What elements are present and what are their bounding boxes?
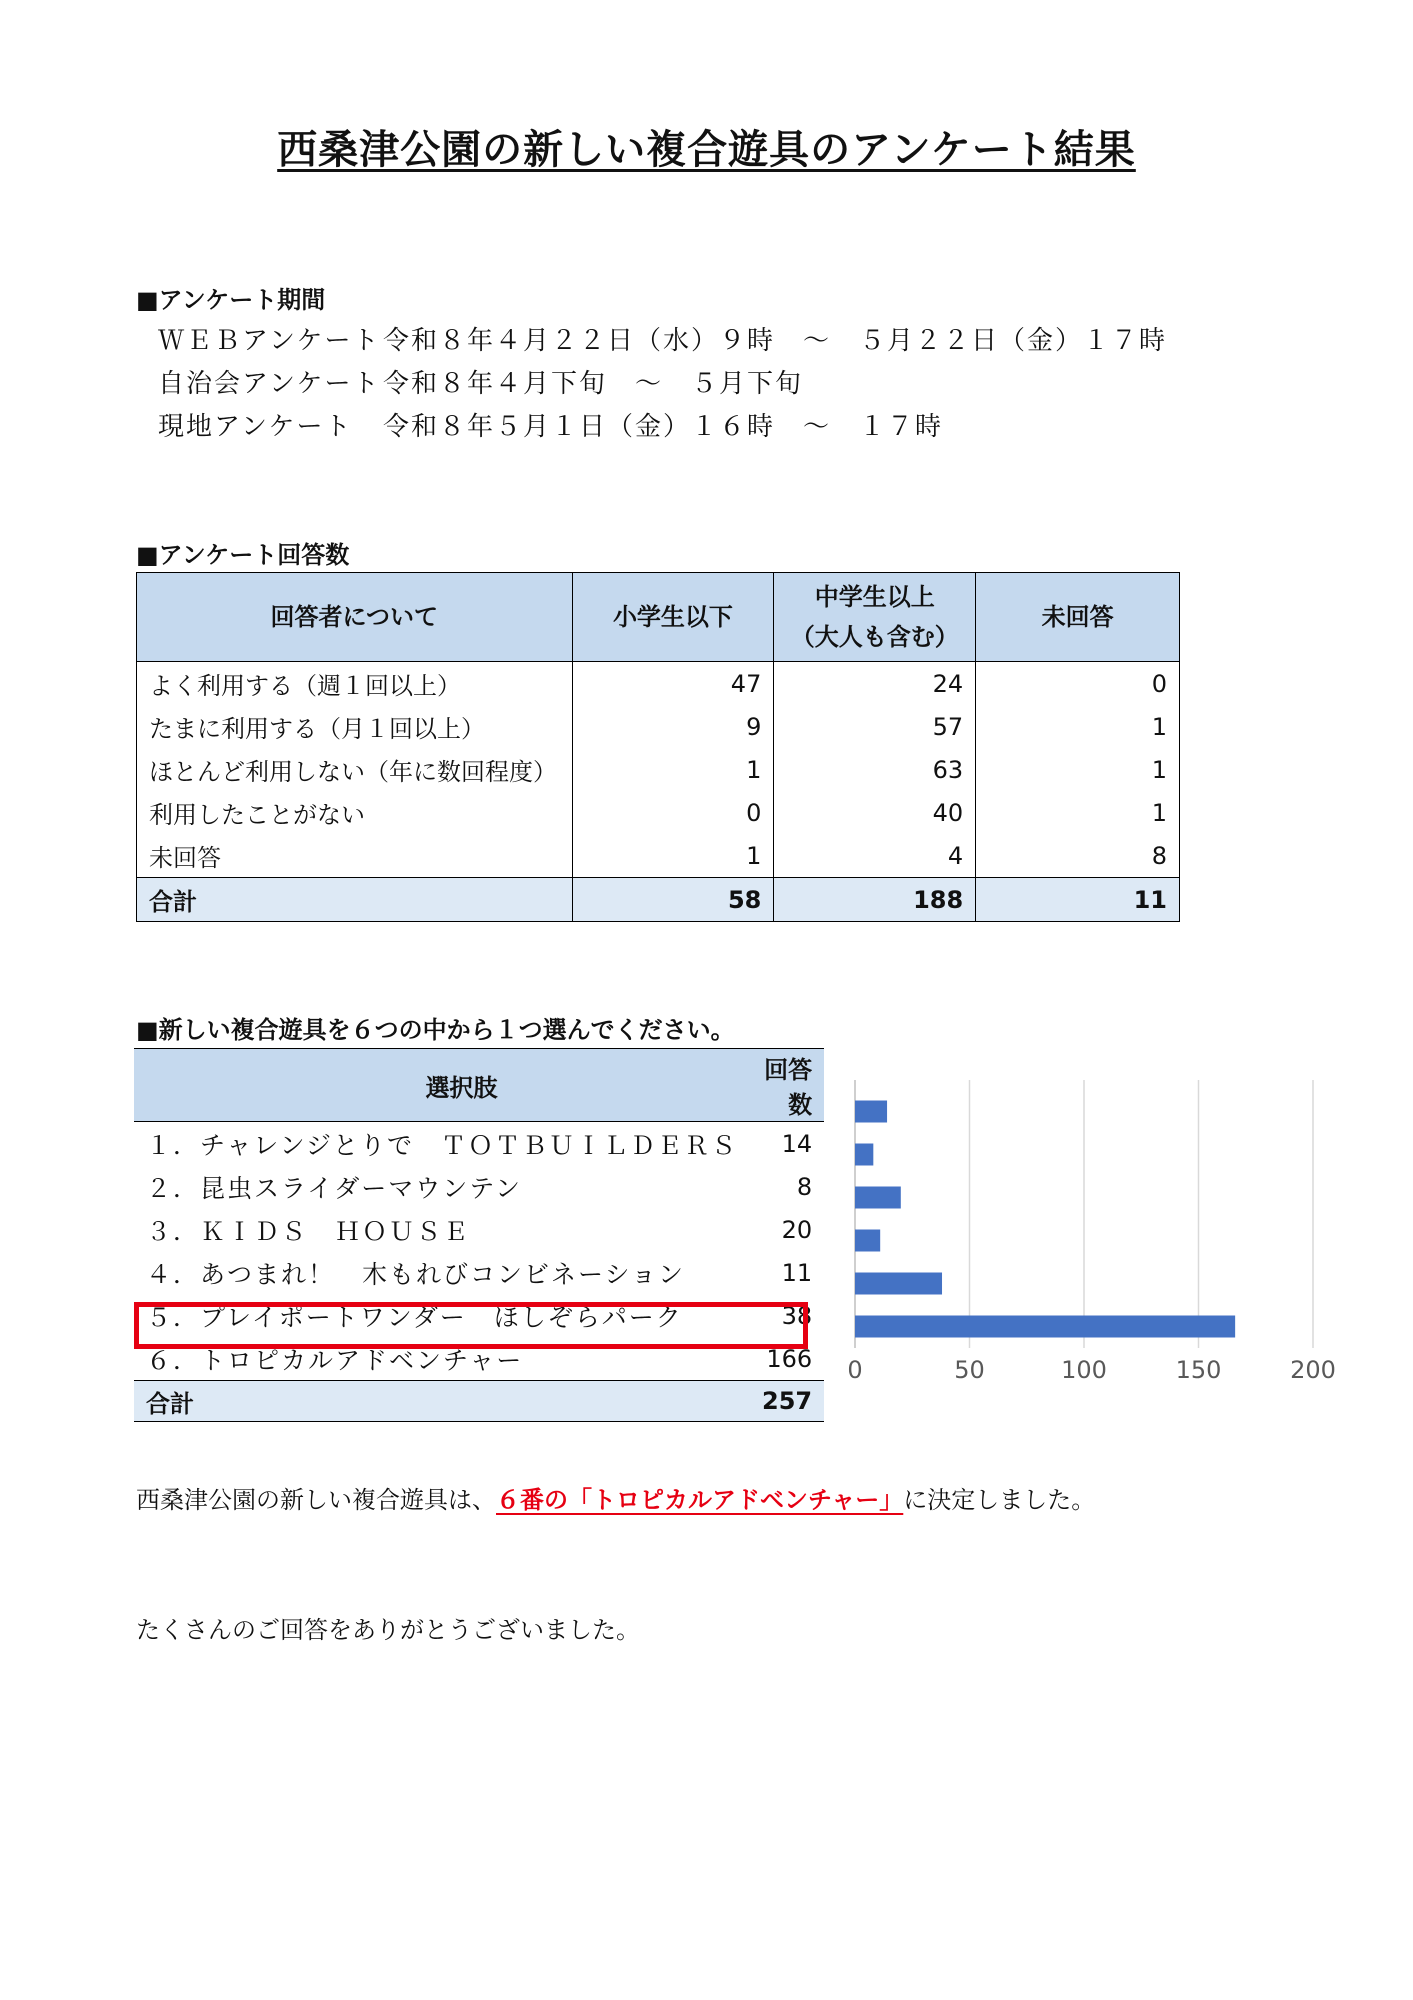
list-item (134, 1208, 824, 1251)
row-label: 利用したことがない (137, 791, 573, 834)
option-count: 14 (781, 1129, 813, 1158)
winner-highlight-box (134, 1302, 808, 1349)
option-count: 38 (781, 1301, 813, 1330)
cell-elementary: 1 (572, 748, 774, 791)
x-tick-label: 200 (1290, 1356, 1336, 1384)
option-count: 11 (781, 1258, 813, 1287)
cell-elementary: 9 (572, 705, 774, 748)
page-title: 西桑津公園の新しい複合遊具のアンケート結果 (277, 127, 1136, 173)
cell-no-answer: 8 (976, 834, 1180, 878)
x-tick-label: 150 (1175, 1356, 1222, 1384)
table-row (137, 705, 1180, 748)
option-label: ５．プレイポートワンダー ほしぞらパーク (146, 1302, 683, 1332)
x-tick-label: 0 (847, 1356, 863, 1384)
choices-heading: ■新しい複合遊具を６つの中から１つ選んでください。 (136, 1016, 735, 1044)
total-no-answer: 11 (976, 878, 1180, 922)
row-label: 未回答 (137, 834, 573, 878)
total-elementary: 58 (572, 878, 774, 922)
total-row (137, 878, 1180, 922)
option-label: ３．ＫＩＤＳ ＨＯＵＳＥ (146, 1216, 471, 1246)
total-label: 合計 (137, 878, 573, 922)
cell-junior-high: 4 (774, 834, 976, 878)
option-label: ２．昆虫スライダーマウンテン (146, 1173, 523, 1203)
conclusion-before: 西桑津公園の新しい複合遊具は、 (136, 1486, 496, 1514)
header-junior-high-line1: 中学生以上 (814, 583, 935, 611)
bar-4 (855, 1230, 880, 1252)
bar-5 (855, 1273, 942, 1295)
list-item (134, 1251, 824, 1294)
header-count: 回答数 (750, 1049, 824, 1122)
conclusion-text (136, 1480, 1095, 1515)
table-row (137, 748, 1180, 791)
cell-no-answer: 1 (976, 748, 1180, 791)
responses-table (136, 572, 1180, 922)
period-label: 現地アンケート (158, 412, 353, 442)
header-elementary: 小学生以下 (572, 573, 774, 662)
cell-junior-high: 24 (774, 662, 976, 706)
row-label: よく利用する（週１回以上） (137, 662, 573, 706)
option-count: 20 (781, 1215, 813, 1244)
thanks-text: たくさんのご回答をありがとうございました。 (136, 1616, 640, 1644)
cell-elementary: 47 (572, 662, 774, 706)
period-label: 自治会アンケート (158, 369, 381, 399)
header-no-answer: 未回答 (976, 573, 1180, 662)
option-count: 8 (796, 1172, 813, 1201)
table-row (137, 834, 1180, 878)
option-count: 166 (766, 1344, 813, 1373)
header-respondent: 回答者について (137, 573, 573, 662)
vote-bar-chart (840, 1080, 1360, 1400)
x-tick-label: 100 (1061, 1356, 1107, 1384)
table-header-row (134, 1049, 824, 1122)
period-row-web (158, 320, 1167, 363)
total-row (134, 1381, 824, 1422)
total-label: 合計 (134, 1381, 750, 1422)
total-junior-high: 188 (774, 878, 976, 922)
cell-junior-high: 40 (774, 791, 976, 834)
cell-junior-high: 63 (774, 748, 976, 791)
period-value: 令和８年４月下旬 ～ ５月下旬 (383, 369, 804, 399)
period-heading: ■アンケート期間 (136, 286, 326, 314)
header-junior-high (774, 573, 976, 662)
conclusion-after: に決定しました。 (903, 1486, 1096, 1514)
period-value: 令和８年５月１日（金）１６時 ～ １７時 (383, 412, 944, 442)
header-option: 選択肢 (134, 1049, 750, 1122)
table-header-row (137, 573, 1180, 662)
cell-no-answer: 0 (976, 662, 1180, 706)
cell-elementary: 0 (572, 791, 774, 834)
option-label: ４．あつまれ！ 木もれびコンビネーション (146, 1259, 686, 1289)
table-row (137, 791, 1180, 834)
cell-elementary: 1 (572, 834, 774, 878)
period-value: 令和８年４月２２日（水）９時 ～ ５月２２日（金）１７時 (383, 326, 1168, 356)
bar-3 (855, 1187, 901, 1209)
cell-no-answer: 1 (976, 705, 1180, 748)
period-label: ＷＥＢアンケート (158, 326, 381, 356)
list-item (134, 1165, 824, 1208)
x-tick-label: 50 (954, 1356, 985, 1384)
header-junior-high-line2: （大人も含む） (790, 623, 959, 651)
row-label: たまに利用する（月１回以上） (137, 705, 573, 748)
period-row-neighborhood (158, 363, 1167, 406)
bar-6 (855, 1316, 1235, 1338)
choices-table (134, 1048, 824, 1422)
period-row-onsite (158, 406, 1167, 449)
conclusion-highlight: ６番の「トロピカルアドベンチャー」 (496, 1486, 904, 1514)
table-row (137, 662, 1180, 706)
option-label: １．チャレンジとりで ＴＯＴＢＵＩＬＤＥＲＳ (146, 1130, 739, 1160)
period-list (158, 320, 1167, 449)
responses-heading: ■アンケート回答数 (136, 541, 350, 569)
option-label: ６．トロピカルアドベンチャー (146, 1345, 524, 1375)
list-item (134, 1122, 824, 1166)
bar-2 (855, 1144, 873, 1166)
cell-no-answer: 1 (976, 791, 1180, 834)
row-label: ほとんど利用しない（年に数回程度） (137, 748, 573, 791)
cell-junior-high: 57 (774, 705, 976, 748)
bar-1 (855, 1101, 887, 1123)
total-count: 257 (750, 1381, 824, 1422)
